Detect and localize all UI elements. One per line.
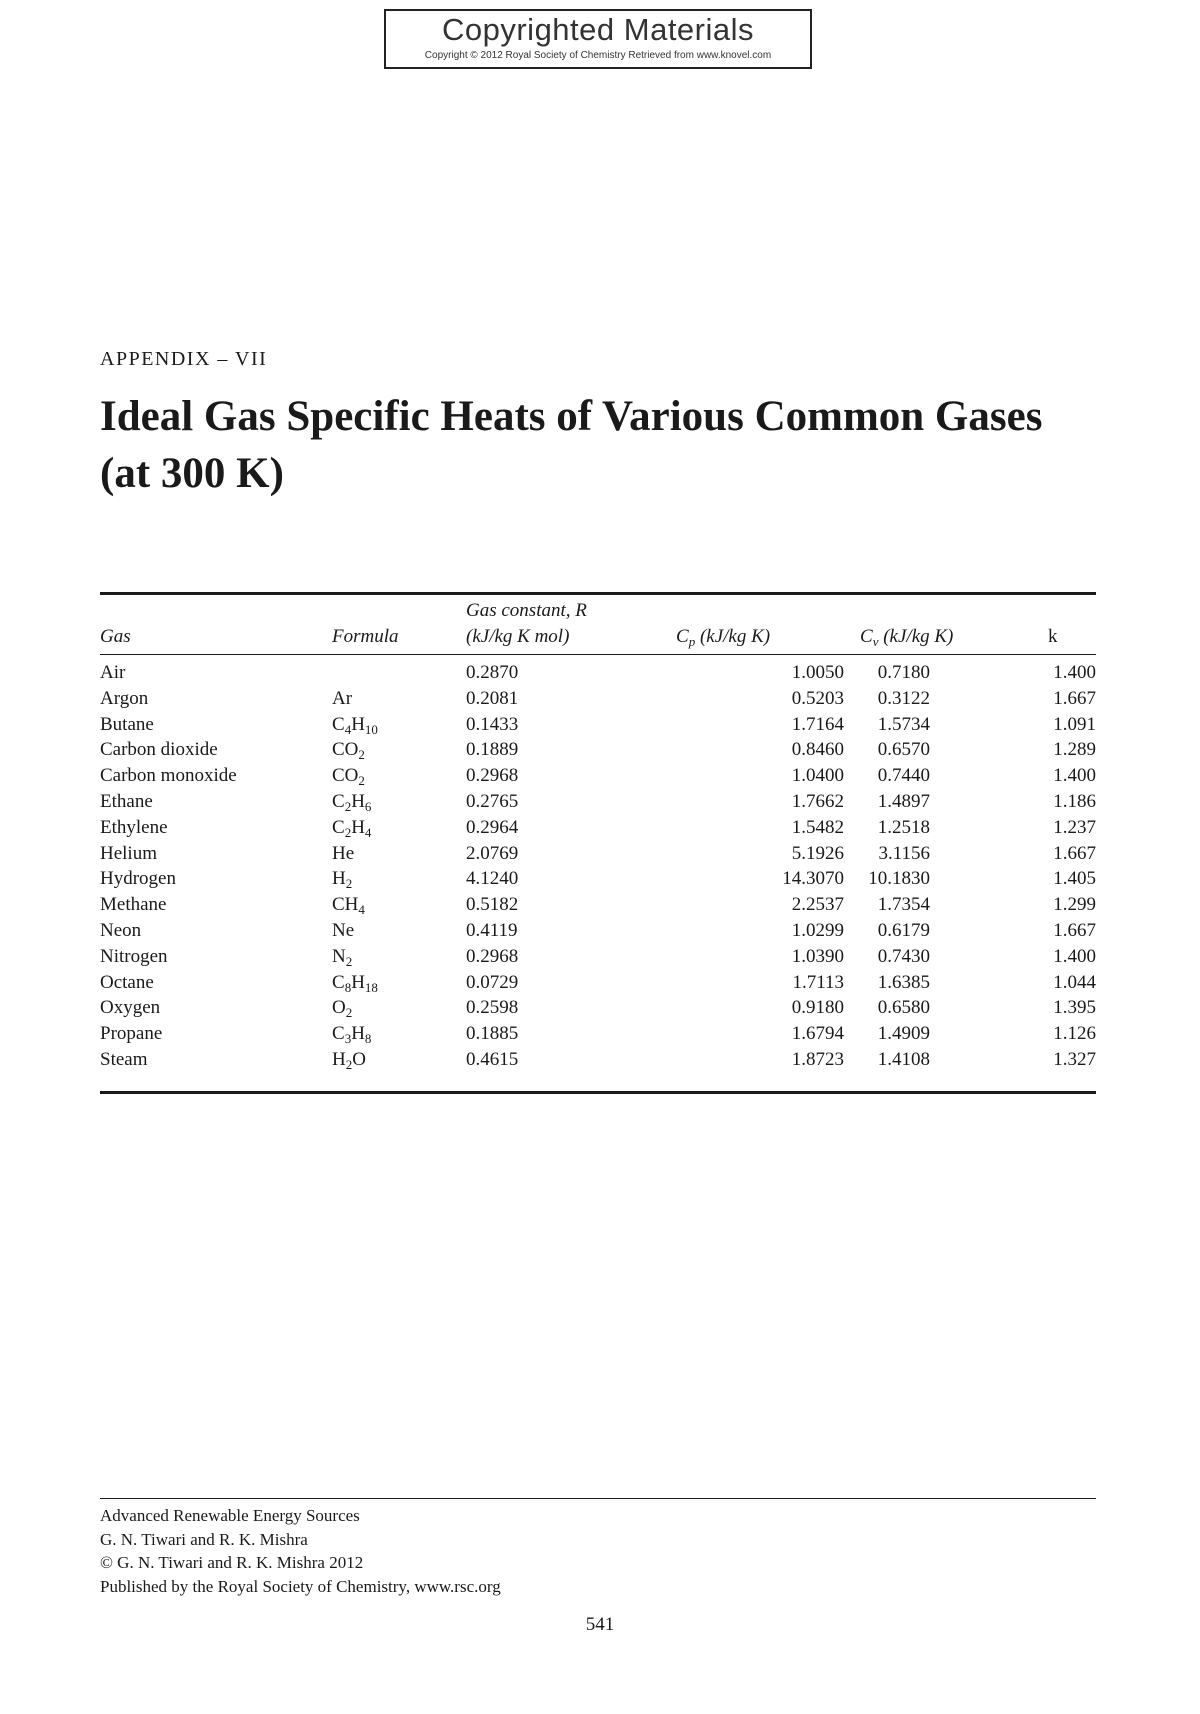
cell-cp: 1.8723	[791, 1048, 844, 1070]
cell-gas-constant: 2.0769	[466, 842, 519, 864]
cell-cp: 0.9180	[791, 997, 844, 1019]
cell-k: 1.667	[1053, 919, 1096, 941]
formula-element: He	[332, 842, 355, 864]
footer-book-title: Advanced Renewable Energy Sources	[100, 1506, 360, 1525]
cell-formula	[332, 995, 352, 1021]
cell-gas: Methane	[100, 894, 167, 916]
header-gas-constant	[466, 598, 587, 650]
cell-cp: 0.8460	[791, 739, 844, 761]
cell-cv: 1.4108	[877, 1048, 930, 1070]
cell-gas-constant: 0.1889	[466, 739, 519, 761]
header-cp-symbol: C	[676, 626, 689, 647]
table-row	[100, 866, 1096, 892]
cell-cp: 1.0400	[791, 765, 844, 787]
cell-cv: 0.6580	[877, 997, 930, 1019]
cell-k: 1.126	[1053, 1023, 1096, 1045]
header-gas-constant-line1: Gas constant, R	[466, 600, 587, 621]
formula-element: H	[351, 713, 365, 735]
cell-cv: 0.6570	[877, 739, 930, 761]
formula-subscript: 6	[364, 798, 372, 814]
cell-cv: 10.1830	[868, 868, 930, 890]
cell-gas: Nitrogen	[100, 945, 168, 967]
cell-k: 1.327	[1053, 1048, 1096, 1070]
cell-cv: 0.7440	[877, 765, 930, 787]
copyright-stamp	[384, 9, 812, 69]
page-title: Ideal Gas Specific Heats of Various Common Gases (at 300 K)	[100, 393, 1043, 497]
formula-element: C	[332, 971, 345, 993]
cell-gas: Air	[100, 662, 126, 683]
header-cv-symbol: C	[860, 626, 873, 647]
cell-formula	[332, 866, 352, 892]
cell-cv: 1.4897	[877, 790, 930, 812]
cell-cv: 1.5734	[877, 713, 930, 735]
header-cv-units: (kJ/kg K)	[878, 626, 954, 647]
cell-gas-constant: 0.2968	[466, 765, 519, 787]
header-cv	[860, 624, 953, 650]
formula-subscript: 2	[345, 1056, 353, 1072]
cell-gas-constant: 0.2598	[466, 997, 519, 1019]
cell-gas: Ethylene	[100, 816, 168, 838]
footer-authors: G. N. Tiwari and R. K. Mishra	[100, 1529, 308, 1549]
footer-rule	[100, 1498, 1096, 1499]
formula-element: O	[352, 1048, 366, 1070]
table-row	[100, 686, 1096, 712]
cell-formula	[332, 815, 371, 841]
formula-subscript: 4	[358, 902, 365, 918]
cell-gas-constant: 0.5182	[466, 894, 519, 916]
formula-element: C	[332, 713, 345, 735]
formula-element: CO	[332, 765, 359, 787]
table-row	[100, 944, 1096, 970]
cell-gas: Octane	[100, 971, 154, 993]
cell-formula	[332, 737, 365, 763]
cell-formula	[332, 712, 378, 738]
appendix-label: APPENDIX – VII	[100, 348, 268, 370]
formula-element: H	[332, 1048, 346, 1070]
cell-cv: 0.7430	[877, 945, 930, 967]
cell-cp: 1.0050	[791, 662, 844, 683]
cell-k: 1.667	[1053, 687, 1096, 709]
table-row	[100, 737, 1096, 763]
cell-gas-constant: 0.2765	[466, 790, 519, 812]
page-number: 541	[585, 1614, 615, 1635]
cell-formula	[332, 841, 354, 867]
table-header-rule	[100, 654, 1096, 655]
cell-cp: 1.7113	[792, 971, 844, 993]
table-row	[100, 841, 1096, 867]
formula-subscript: 2	[344, 798, 352, 814]
cell-cv: 1.4909	[877, 1023, 930, 1045]
cell-cp: 2.2537	[791, 894, 844, 916]
table-row	[100, 712, 1096, 738]
formula-element: CO	[332, 739, 359, 761]
cell-gas: Ethane	[100, 790, 153, 812]
table-row	[100, 815, 1096, 841]
cell-gas-constant: 0.4119	[466, 919, 518, 941]
cell-k: 1.237	[1053, 816, 1096, 838]
cell-k: 1.405	[1053, 868, 1096, 890]
formula-element: H	[351, 790, 365, 812]
cell-k: 1.091	[1053, 713, 1096, 735]
formula-subscript: 10	[364, 721, 378, 737]
cell-cv: 1.6385	[877, 971, 930, 993]
cell-formula	[332, 892, 365, 918]
formula-subscript: 2	[358, 747, 365, 763]
footer	[100, 1504, 501, 1598]
cell-k: 1.186	[1053, 790, 1096, 812]
formula-element: Ar	[332, 687, 353, 709]
cell-cp: 0.5203	[791, 687, 844, 709]
header-formula: Formula	[332, 626, 399, 647]
cell-formula	[332, 789, 371, 815]
header-gas: Gas	[100, 626, 131, 647]
formula-subscript: 2	[345, 1005, 353, 1021]
cell-gas-constant: 0.1433	[466, 713, 519, 735]
cell-gas-constant: 0.2081	[466, 687, 519, 709]
formula-element: H	[332, 868, 346, 890]
formula-element: O	[332, 997, 346, 1019]
cell-gas: Oxygen	[100, 997, 161, 1019]
cell-gas: Butane	[100, 713, 154, 735]
table-top-rule	[100, 592, 1096, 595]
formula-subscript: 3	[344, 1031, 352, 1047]
cell-gas: Steam	[100, 1048, 148, 1070]
formula-element: C	[332, 1023, 345, 1045]
formula-element: H	[351, 971, 365, 993]
cell-gas-constant: 0.1885	[466, 1023, 519, 1045]
cell-formula	[332, 970, 378, 996]
formula-subscript: 2	[345, 876, 353, 892]
cell-formula	[332, 686, 352, 712]
table-row	[100, 763, 1096, 789]
formula-element: C	[332, 816, 345, 838]
cell-gas: Neon	[100, 919, 142, 941]
formula-element: Ne	[332, 919, 355, 941]
header-cv-subscript: v	[872, 634, 879, 649]
header-cp-subscript: p	[688, 634, 696, 649]
cell-gas-constant: 0.4615	[466, 1048, 519, 1070]
table-body	[100, 660, 1096, 1073]
formula-subscript: 2	[344, 824, 352, 840]
formula-subscript: 8	[364, 1031, 372, 1047]
table-row	[100, 892, 1096, 918]
cell-formula	[332, 1021, 371, 1047]
formula-element: H	[351, 1023, 365, 1045]
header-k: k	[1048, 626, 1058, 647]
stamp-title: Copyrighted Materials	[441, 12, 755, 47]
cell-cv: 0.3122	[877, 687, 930, 709]
cell-gas: Hydrogen	[100, 868, 176, 890]
stamp-subtitle: Copyright © 2012 Royal Society of Chemistry Retrieved from www.knovel.com	[424, 50, 772, 61]
cell-k: 1.395	[1053, 997, 1096, 1019]
header-cp	[676, 624, 770, 650]
cell-k: 1.289	[1053, 739, 1096, 761]
cell-gas-constant: 0.0729	[466, 971, 519, 993]
cell-cv: 1.2518	[877, 816, 930, 838]
footer-copyright: © G. N. Tiwari and R. K. Mishra 2012	[100, 1553, 364, 1572]
cell-k: 1.044	[1053, 971, 1096, 993]
cell-k: 1.299	[1053, 894, 1096, 916]
table-bottom-rule	[100, 1091, 1096, 1094]
cell-cp: 1.6794	[791, 1023, 844, 1045]
table-row	[100, 1021, 1096, 1047]
cell-cp: 1.0299	[791, 919, 844, 941]
formula-element: H	[351, 816, 365, 838]
cell-gas: Propane	[100, 1023, 163, 1045]
footer-publisher: Published by the Royal Society of Chemistry, www.rsc.org	[100, 1576, 501, 1596]
cell-formula	[332, 918, 354, 944]
header-cp-units: (kJ/kg K)	[695, 626, 771, 647]
cell-gas: Carbon dioxide	[100, 739, 218, 761]
header-gas-constant-line2: (kJ/kg K mol)	[466, 626, 570, 647]
cell-gas-constant: 4.1240	[466, 868, 519, 890]
cell-gas-constant: 0.2870	[466, 662, 519, 683]
cell-k: 1.400	[1053, 765, 1096, 787]
cell-gas: Argon	[100, 687, 149, 709]
formula-subscript: 4	[364, 824, 372, 840]
formula-subscript: 4	[344, 721, 352, 737]
cell-k: 1.667	[1053, 842, 1096, 864]
cell-cp: 1.7662	[791, 790, 844, 812]
cell-cp: 14.3070	[782, 868, 844, 890]
formula-element: CH	[332, 894, 359, 916]
cell-formula	[332, 944, 352, 970]
table-row	[100, 660, 1096, 686]
cell-cv: 3.1156	[878, 842, 930, 864]
cell-cv: 0.7180	[877, 662, 930, 683]
cell-gas-constant: 0.2968	[466, 945, 519, 967]
cell-k: 1.400	[1053, 945, 1096, 967]
cell-cv: 1.7354	[877, 894, 930, 916]
cell-gas: Helium	[100, 842, 157, 864]
cell-k: 1.400	[1053, 662, 1096, 683]
cell-gas-constant: 0.2964	[466, 816, 519, 838]
table-row	[100, 789, 1096, 815]
cell-formula	[332, 1047, 366, 1073]
cell-cp: 1.7164	[791, 713, 844, 735]
formula-element: N	[332, 945, 346, 967]
cell-cp: 1.0390	[791, 945, 844, 967]
table-row	[100, 995, 1096, 1021]
cell-cv: 0.6179	[877, 919, 930, 941]
cell-cp: 5.1926	[791, 842, 844, 864]
formula-subscript: 8	[344, 979, 352, 995]
cell-cp: 1.5482	[791, 816, 844, 838]
formula-subscript: 18	[364, 979, 378, 995]
cell-gas: Carbon monoxide	[100, 765, 237, 787]
table-row	[100, 970, 1096, 996]
table-row	[100, 918, 1096, 944]
table-row	[100, 1047, 1096, 1073]
cell-formula	[332, 763, 365, 789]
formula-subscript: 2	[345, 953, 353, 969]
formula-subscript: 2	[358, 773, 365, 789]
formula-element: C	[332, 790, 345, 812]
